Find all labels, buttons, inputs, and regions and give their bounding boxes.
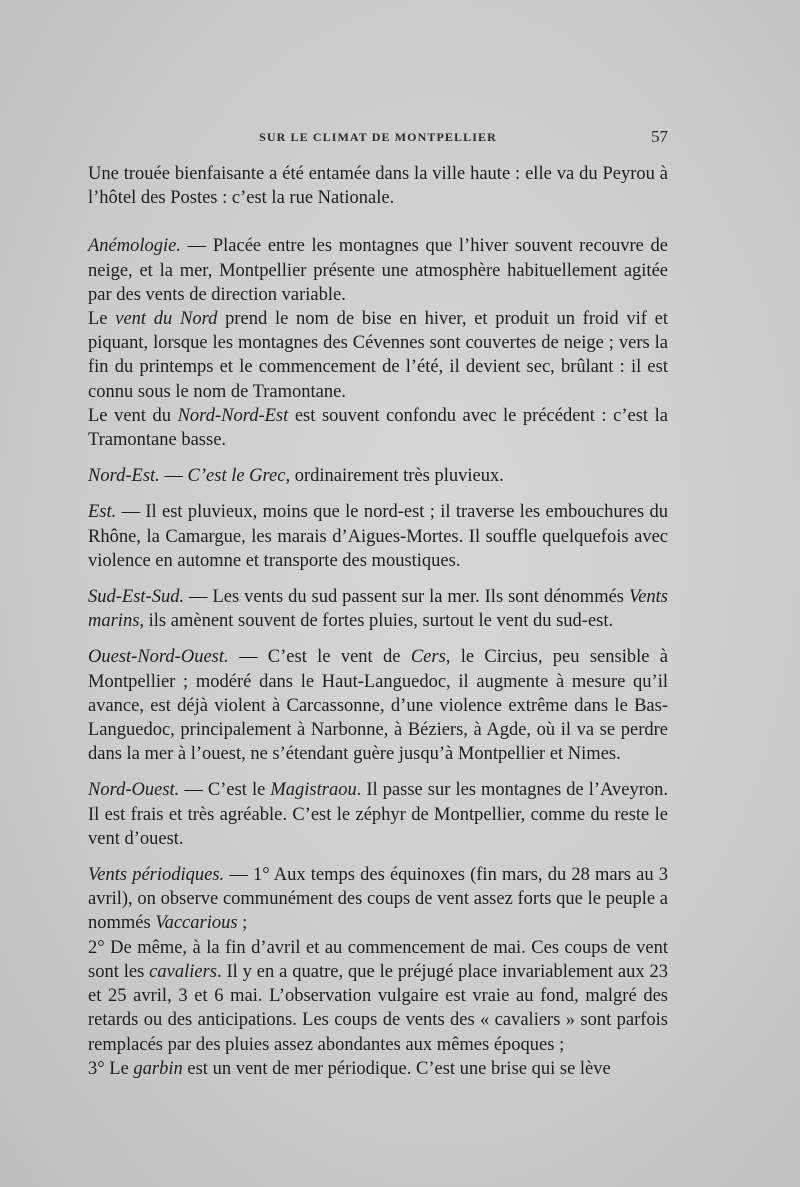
paragraph-nord-ouest: Nord-Ouest. — C’est le Magistraou. Il passe sur les montagnes de l’Aveyron. Il est frais et très agréable. C’est le zéphyr de Montpellier, comme du reste le vent d’ouest. <box>88 780 668 849</box>
paragraph-nord-nord-est: Le vent du Nord-Nord-Est est souvent confondu avec le précédent : c’est la Tramontane basse. <box>88 405 668 451</box>
section-heading-ouest-nord-ouest: Ouest-Nord-Ouest. <box>88 647 229 668</box>
paragraph-rue-nationale: Une trouée bienfaisante a été entamée dans la ville haute : elle va du Peyrou à l’hôtel des Postes : c’est la rue Nationale. <box>88 164 668 209</box>
paragraph-ouest-nord-ouest: Ouest-Nord-Ouest. — C’est le vent de Cers, le Circius, peu sensible à Montpellier ; modéré dans le Haut-Languedoc, il augmente à mesure qu’il avance, est déjà violent à Carcassonne, d’une violence extrême dans le Bas-Languedoc, principalement à Narbonne, à Béziers, à Agde, où il va se perdre dans la mer à l’ouest, ne s’étendant guère jusqu’à Montpellier et Nimes. <box>88 647 668 765</box>
paragraph-vents-periodiques: Vents périodiques. — 1° Aux temps des équinoxes (fin mars, du 28 mars au 3 avril), on observe communément des coups de vent assez forts que le peuple a nommés Vaccarious ; <box>88 865 668 934</box>
paragraph-garbin: 3° Le garbin est un vent de mer périodique. C’est une brise qui se lève <box>88 1058 611 1079</box>
paragraph-cavaliers: 2° De même, à la fin d’avril et au commencement de mai. Ces coups de vent sont les cavaliers. Il y en a quatre, que le préjugé place invariablement aux 23 et 25 avril, 3 et 6 mai. L’observation vulgaire est vraie au fond, malgré des retards ou des anticipations. Les coups de vents des « cavaliers » sont parfois remplacés par des pluies assez abondantes aux mêmes époques ; <box>88 937 669 1055</box>
body-text <box>88 162 668 1081</box>
section-heading-nord-est: Nord-Est. <box>88 466 160 487</box>
page-header <box>88 127 668 150</box>
paragraph-est: Est. — Il est pluvieux, moins que le nord-est ; il traverse les embouchures du Rhône, la Camargue, les marais d’Aigues-Mortes. Il souffle quelquefois avec violence en automne et transporte des moustiques. <box>88 502 668 571</box>
section-heading-est: Est. <box>88 502 117 523</box>
section-heading-anemologie: Anémologie. <box>88 236 181 257</box>
paragraph-sud-est-sud: Sud-Est-Sud. — Les vents du sud passent sur la mer. Ils sont dénommés Vents marins, ils amènent souvent de fortes pluies, surtout le vent du sud-est. <box>88 587 668 632</box>
page-number: 57 <box>651 127 668 146</box>
section-heading-sud-est-sud: Sud-Est-Sud. <box>88 587 185 608</box>
paragraph-nord-est: Nord-Est. — C’est le Grec, ordinairement très pluvieux. <box>88 466 504 487</box>
running-title: SUR LE CLIMAT DE MONTPELLIER <box>259 130 497 144</box>
paragraph-anemologie: Anémologie. — Placée entre les montagnes que l’hiver souvent recouvre de neige, et la mer, Montpellier présente une atmosphère habituellement agitée par des vents de direction variable. <box>88 236 668 305</box>
paragraph-vent-du-nord: Le vent du Nord prend le nom de bise en hiver, et produit un froid vif et piquant, lorsque les montagnes des Cévennes sont couvertes de neige ; vers la fin du printemps et le commencement de l’été, il devient sec, brûlant : il est connu sous le nom de Tramontane. <box>88 309 668 402</box>
section-heading-vents-periodiques: Vents périodiques. <box>88 865 225 886</box>
section-heading-nord-ouest: Nord-Ouest. <box>88 780 180 801</box>
